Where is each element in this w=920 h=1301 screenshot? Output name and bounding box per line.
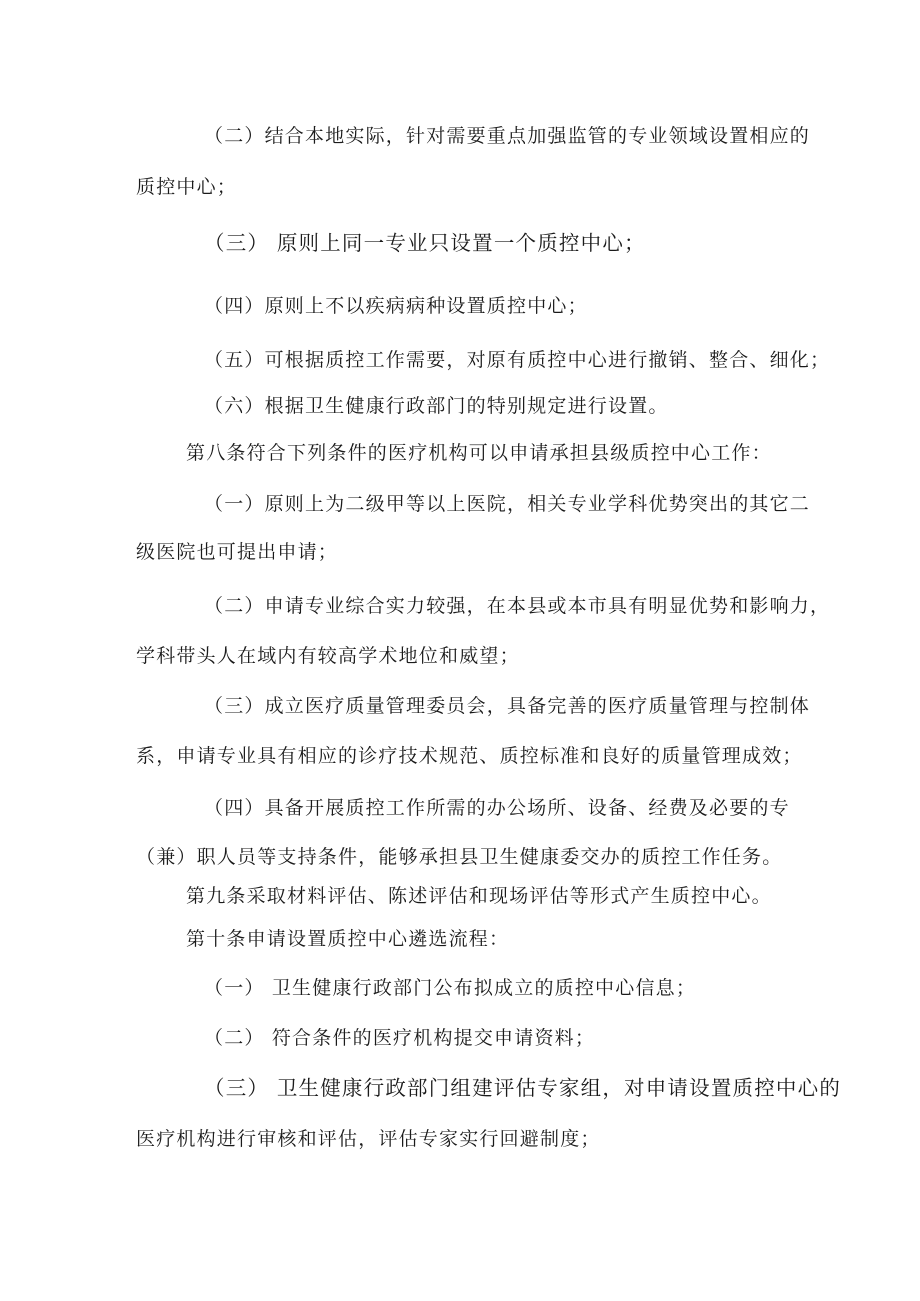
paragraph-line: （四）原则上不以疾病病种设置质控中心； (204, 295, 588, 317)
paragraph-line: （兼）职人员等支持条件，能够承担县卫生健康委交办的质控工作任务。 (136, 846, 783, 868)
paragraph-line: （三） 原则上同一专业只设置一个质控中心； (204, 231, 646, 255)
paragraph-line: 医疗机构进行审核和评估，评估专家实行回避制度； (136, 1128, 601, 1150)
paragraph-line: （四）具备开展质控工作所需的办公场所、设备、经费及必要的专 (204, 797, 790, 819)
paragraph-line: （六）根据卫生健康行政部门的特别规定进行设置。 (204, 395, 669, 417)
paragraph-line: 系，申请专业具有相应的诊疗技术规范、质控标准和良好的质量管理成效； (136, 745, 803, 767)
paragraph-line: （三）成立医疗质量管理委员会，具备完善的医疗质量管理与控制体 (204, 695, 811, 717)
section-heading-line: 第八条符合下列条件的医疗机构可以申请承担县级质控中心工作： (186, 442, 772, 464)
paragraph-line: 质控中心； (136, 176, 238, 198)
paragraph-line: （二）申请专业综合实力较强，在本县或本市具有明显优势和影响力， (204, 595, 831, 617)
paragraph-line: （五）可根据质控工作需要，对原有质控中心进行撤销、整合、细化； (204, 349, 831, 371)
paragraph-line: （一）原则上为二级甲等以上医院，相关专业学科优势突出的其它二 (204, 493, 811, 515)
section-heading-line: 第十条申请设置质控中心遴选流程： (186, 928, 510, 950)
paragraph-line: （三） 卫生健康行政部门组建评估专家组，对申请设置质控中心的 (204, 1076, 842, 1100)
section-heading-line: 第九条采取材料评估、陈述评估和现场评估等形式产生质控中心。 (186, 885, 772, 907)
paragraph-line: （二） 符合条件的医疗机构提交申请资料； (204, 1027, 596, 1049)
paragraph-line: （一） 卫生健康行政部门公布拟成立的质控中心信息； (204, 977, 697, 999)
paragraph-line: （二）结合本地实际，针对需要重点加强监管的专业领域设置相应的 (204, 125, 811, 147)
paragraph-line: 学科带头人在域内有较高学术地位和威望； (136, 645, 520, 667)
paragraph-line: 级医院也可提出申请； (136, 541, 339, 563)
